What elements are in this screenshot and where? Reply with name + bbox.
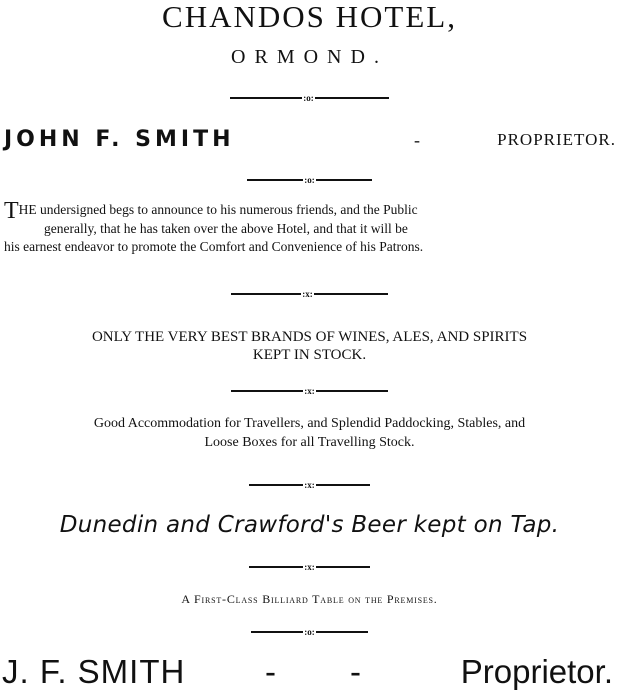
- proprietor-line: [4, 126, 616, 154]
- separator-mark: :x:: [302, 289, 313, 299]
- separator-rule: [230, 97, 302, 99]
- wines-line-2: KEPT IN STOCK.: [252, 347, 367, 363]
- separator-rule: [315, 97, 389, 99]
- accommodation-line-1: Good Accommodation for Travellers, and Splendid Paddocking, Stables, and: [93, 416, 526, 431]
- separator-rule: [314, 293, 388, 295]
- separator-rule: [231, 390, 303, 392]
- separator-5: [0, 479, 619, 491]
- separator-rule: [247, 179, 303, 181]
- accommodation-notice: [0, 414, 619, 452]
- separator-3: [0, 288, 619, 300]
- separator-rule: [316, 484, 370, 486]
- proprietor-dash: -: [414, 130, 420, 150]
- announcement-paragraph: [4, 198, 617, 256]
- billiard-notice: A First-Class Billiard Table on the Premises.: [181, 592, 438, 606]
- separator-mark: :o:: [303, 93, 314, 103]
- separator-6: [0, 561, 619, 573]
- separator-mark: :x:: [304, 480, 315, 490]
- separator-rule: [249, 566, 303, 568]
- separator-rule: [316, 631, 368, 633]
- separator-rule: [251, 631, 303, 633]
- separator-rule: [231, 293, 301, 295]
- separator-mark: :x:: [304, 386, 315, 396]
- footer-name: J. F. SMITH: [2, 653, 186, 690]
- announcement-line-2: generally, that he has taken over the above Hotel, and that it will be: [44, 221, 408, 236]
- beer-notice: Dunedin and Crawford's Beer kept on Tap.: [59, 512, 560, 538]
- proprietor-role: PROPRIETOR.: [497, 130, 616, 149]
- separator-rule: [316, 179, 372, 181]
- announcement-line-3: his earnest endeavor to promote the Comfort and Convenience of his Patrons.: [4, 239, 424, 254]
- footer-signature: [0, 650, 619, 694]
- separator-rule: [316, 390, 388, 392]
- separator-rule: [249, 484, 303, 486]
- separator-2: [0, 174, 619, 186]
- announcement-line-1: HE undersigned begs to announce to his numerous friends, and the Public: [18, 202, 418, 217]
- drop-cap: T: [4, 198, 19, 224]
- separator-mark: :o:: [304, 175, 315, 185]
- footer-dash-1: -: [265, 653, 276, 690]
- separator-mark: :o:: [304, 627, 315, 637]
- separator-4: [0, 385, 619, 397]
- wines-line-1: ONLY THE VERY BEST BRANDS OF WINES, ALES, AND SPIRITS: [91, 329, 528, 345]
- separator-mark: :x:: [304, 562, 315, 572]
- separator-rule: [316, 566, 370, 568]
- hotel-name: CHANDOS HOTEL,: [162, 0, 457, 34]
- footer-dash-2: -: [350, 653, 361, 690]
- accommodation-line-2: Loose Boxes for all Travelling Stock.: [204, 435, 415, 450]
- hotel-town: ORMOND.: [231, 46, 388, 68]
- proprietor-name: JOHN F. SMITH: [4, 127, 235, 152]
- wines-notice: [0, 328, 619, 364]
- footer-role: Proprietor.: [460, 653, 613, 690]
- separator-1: [0, 92, 619, 104]
- separator-7: [0, 626, 619, 638]
